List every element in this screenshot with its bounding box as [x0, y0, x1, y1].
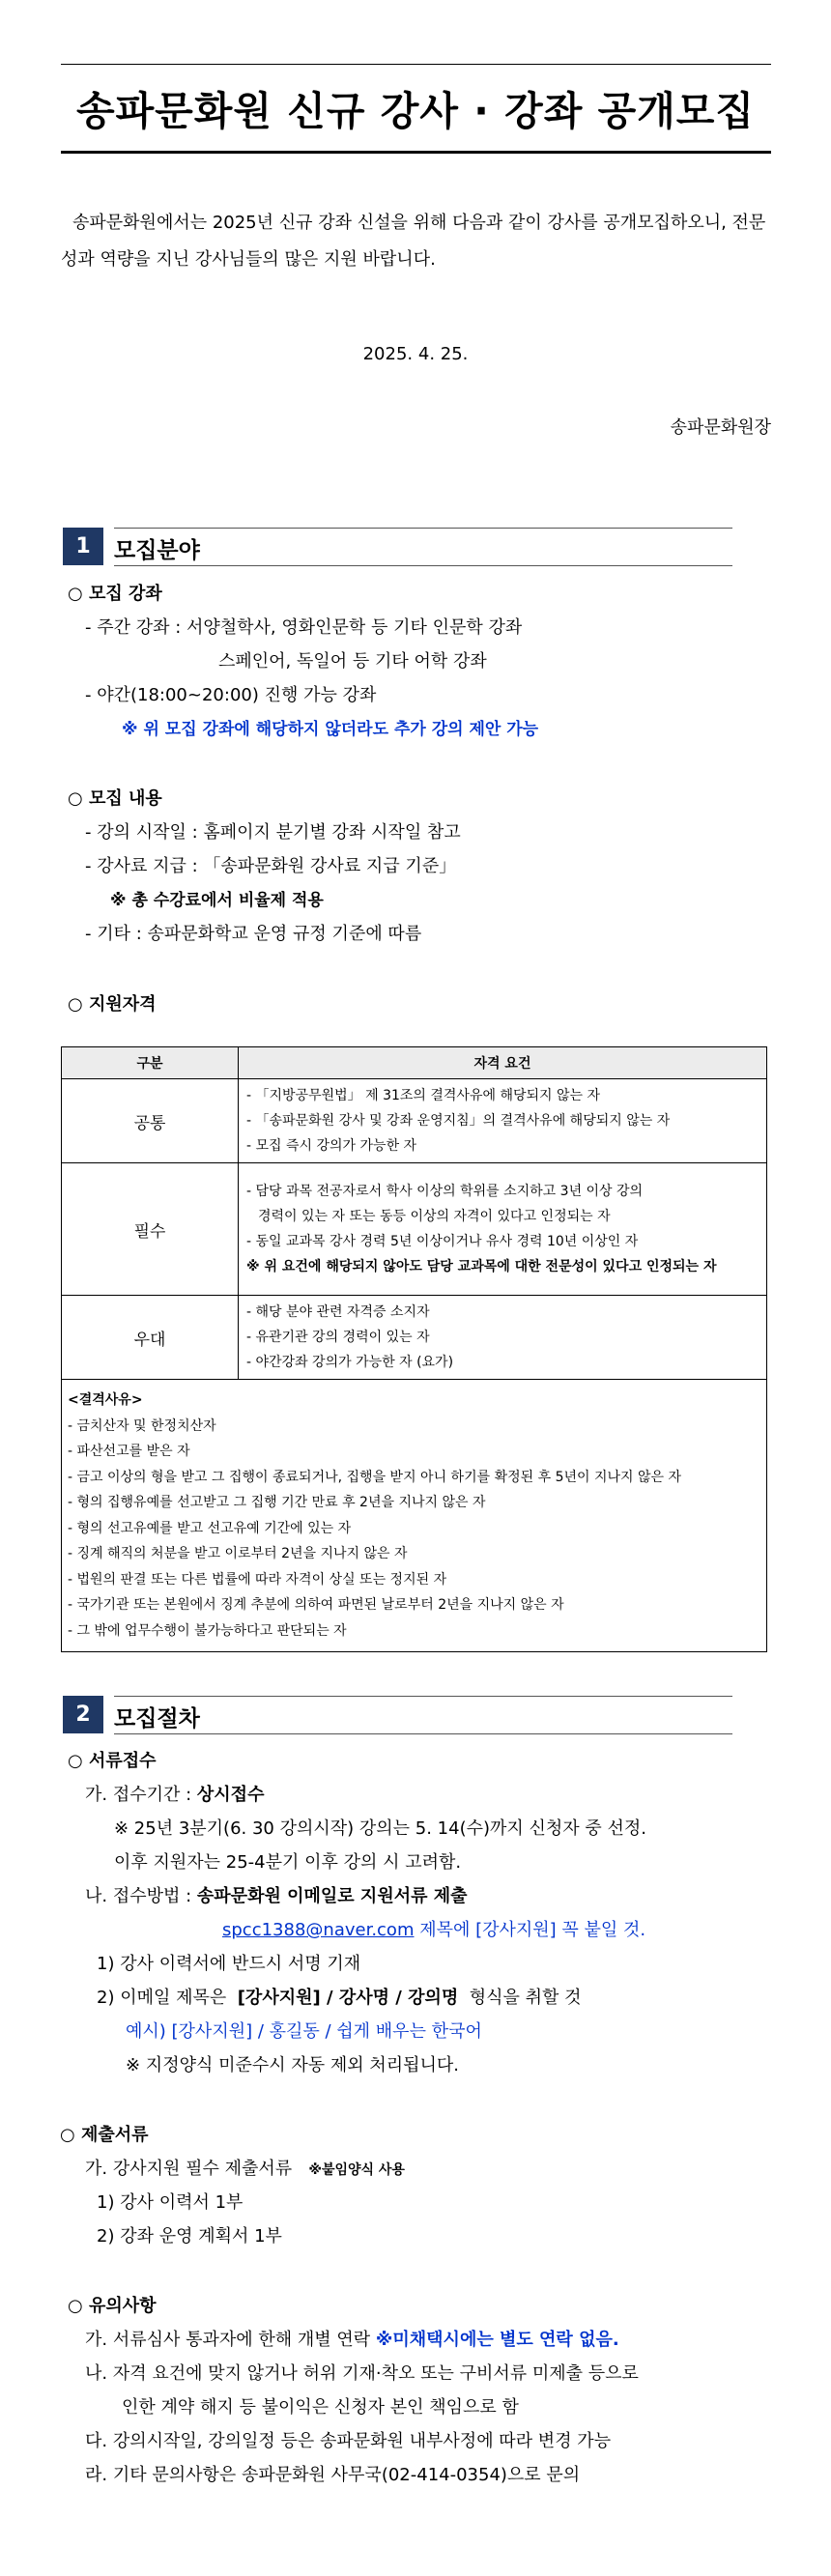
section2-number: 2 [63, 1696, 103, 1733]
caution-3: 다. 강의시작일, 강의일정 등은 송파문화원 내부사정에 따라 변경 가능 [85, 2431, 612, 2451]
table-row-required [62, 1163, 767, 1296]
table-row-common [62, 1079, 767, 1163]
row-item: - 유관기관 강의 경력이 있는 자 [246, 1330, 430, 1345]
submit-heading: ○ 제출서류 [60, 2125, 149, 2145]
table-row-disqualification [62, 1380, 767, 1652]
disq-item: - 그 밖에 업무수행이 불가능하다고 판단되는 자 [68, 1622, 347, 1639]
submit-item-2: 2) 강좌 운영 계획서 1부 [97, 2226, 282, 2247]
period-line: 가. 접수기간 : 상시접수 [85, 1785, 265, 1805]
row-item: - 야간강좌 강의가 가능한 자 (요가) [246, 1355, 454, 1370]
email-link[interactable]: spcc1388@naver.com [222, 1920, 415, 1940]
submit-item-1: 1) 강사 이력서 1부 [97, 2192, 244, 2213]
field-line-2: 스페인어, 독일어 등 기타 어학 강좌 [218, 651, 487, 672]
row-item: - 「지방공무원법」 제 31조의 결격사유에 해당되지 않는 자 [246, 1088, 601, 1103]
step-1: 1) 강사 이력서에 반드시 서명 기재 [97, 1954, 361, 1974]
email-line [222, 1916, 645, 1941]
row-item: - 담당 과목 전공자로서 학사 이상의 학위를 소지하고 3년 이상 강의 [246, 1184, 644, 1199]
qual-heading: ○ 지원자격 [68, 994, 157, 1015]
table-row-preferred [62, 1296, 767, 1380]
field-note: ※ 위 모집 강좌에 해당하지 않더라도 추가 강의 제안 가능 [122, 720, 539, 739]
section1-title: 모집분야 [114, 538, 200, 563]
submit-line: 가. 강사지원 필수 제출서류 ※붙임양식 사용 [85, 2159, 405, 2179]
signature: 송파문화원장 [670, 417, 771, 438]
section1-number: 1 [63, 528, 103, 565]
disq-item: - 형의 집행유예를 선고받고 그 집행 기간 만료 후 2년을 지나지 않은 자 [68, 1495, 486, 1510]
period-note-2: 이후 지원자는 25-4분기 이후 강의 시 고려함. [114, 1852, 462, 1873]
intro-paragraph: 송파문화원에서는 2025년 신규 강좌 신설을 위해 다음과 같이 강사를 공개모집하오니, 전문성과 역량을 지닌 강사님들의 많은 지원 바랍니다. [61, 213, 766, 270]
email-suffix: 제목에 [강사지원] 꼭 붙일 것. [414, 1920, 646, 1940]
disq-item: - 파산선고를 받은 자 [68, 1444, 190, 1459]
caution-heading: ○ 유의사항 [68, 2296, 157, 2316]
caution-2a: 나. 자격 요건에 맞지 않거나 허위 기재·착오 또는 구비서류 미제출 등으로 [85, 2363, 639, 2384]
section1-bottom-line [114, 565, 732, 566]
content-heading: ○ 모집 내용 [68, 788, 162, 809]
caution-4: 라. 기타 문의사항은 송파문화원 사무국(02-414-0354)으로 문의 [85, 2465, 581, 2485]
row-category: 필수 [62, 1163, 239, 1296]
disq-item: - 국가기관 또는 본원에서 징계 추분에 의하여 파면된 날로부터 2년을 지나지 않은 자 [68, 1597, 564, 1613]
period-note-1: ※ 25년 3분기(6. 30 강의시작) 강의는 5. 14(수)까지 신청자 중 선정. [114, 1818, 646, 1839]
caution-2b: 인한 계약 해지 등 불이익은 신청자 본인 책임으로 함 [122, 2397, 519, 2418]
disq-title: <결격사유> [68, 1392, 143, 1408]
format-note: ※ 지정양식 미준수시 자동 제외 처리됩니다. [126, 2055, 460, 2075]
section2-title: 모집절차 [114, 1706, 200, 1732]
content-line-1: - 강의 시작일 : 홈페이지 분기별 강좌 시작일 참고 [85, 822, 461, 843]
period-value: 상시접수 [196, 1785, 265, 1805]
caution-1-note: ※미채택시에는 별도 연락 없음. [375, 2330, 619, 2350]
section1-top-line [114, 528, 732, 529]
row-item: - 해당 분야 관련 자격증 소지자 [246, 1304, 430, 1320]
row-note: ※ 위 요건에 해당되지 않아도 담당 교과목에 대한 전문성이 있다고 인정되는 자 [246, 1259, 717, 1274]
step-2: 2) 이메일 제목은 [강사지원] / 강사명 / 강의명 형식을 취할 것 [97, 1988, 582, 2008]
step-2-format: [강사지원] / 강사명 / 강의명 [237, 1988, 459, 2008]
row-item: 경력이 있는 자 또는 동등 이상의 자격이 있다고 인정되는 자 [258, 1209, 611, 1224]
disq-item: - 금치산자 및 한정치산자 [68, 1417, 216, 1434]
title-rule [61, 151, 771, 154]
qualification-table [61, 1046, 767, 1652]
section2-bottom-line [114, 1733, 732, 1734]
row-item: - 모집 즉시 강의가 가능한 자 [246, 1138, 417, 1154]
field-heading: ○ 모집 강좌 [68, 584, 162, 604]
content-line-2: - 강사료 지급 : 「송파문화원 강사료 지급 기준」 [85, 856, 457, 876]
page-title: 송파문화원 신규 강사 · 강좌 공개모집 [75, 88, 756, 134]
caution-1: 가. 서류심사 통과자에 한해 개별 연락 ※미채택시에는 별도 연락 없음. [85, 2330, 619, 2350]
table-header-category: 구분 [62, 1047, 239, 1079]
method-value: 송파문화원 이메일로 지원서류 제출 [196, 1886, 468, 1906]
section2-top-line [114, 1696, 732, 1697]
table-header-requirement: 자격 요건 [239, 1047, 767, 1079]
row-item: - 동일 교과목 강사 경력 5년 이상이거나 유사 경력 10년 이상인 자 [246, 1234, 639, 1249]
example-line: 예시) [강사지원] / 홍길동 / 쉽게 배우는 한국어 [126, 2021, 482, 2042]
row-item: - 「송파문화원 강사 및 강좌 운영지침」의 결격사유에 해당되지 않는 자 [246, 1113, 671, 1129]
doc-heading: ○ 서류접수 [68, 1751, 157, 1771]
field-line-1: - 주간 강좌 : 서양철학사, 영화인문학 등 기타 인문학 강좌 [85, 617, 523, 638]
disq-item: - 형의 선고유예를 받고 선고유예 기간에 있는 자 [68, 1520, 352, 1536]
row-category: 우대 [62, 1296, 239, 1380]
disq-item: - 금고 이상의 형을 받고 그 집행이 종료되거나, 집행을 받지 아니 하기를 확정된 후 5년이 지나지 않은 자 [68, 1469, 682, 1485]
disq-item: - 징계 해직의 처분을 받고 이로부터 2년을 지나지 않은 자 [68, 1546, 408, 1561]
content-line-3: - 기타 : 송파문화학교 운영 규정 기준에 따름 [85, 924, 422, 944]
top-rule [61, 64, 771, 65]
notice-date: 2025. 4. 25. [362, 344, 469, 364]
submit-note: ※붙임양식 사용 [308, 2162, 405, 2178]
row-category: 공통 [62, 1079, 239, 1163]
content-note: ※ 총 수강료에서 비율제 적용 [110, 891, 324, 910]
field-line-3: - 야간(18:00~20:00) 진행 가능 강좌 [85, 685, 377, 705]
method-line: 나. 접수방법 : 송파문화원 이메일로 지원서류 제출 [85, 1886, 468, 1906]
disq-item: - 법원의 판결 또는 다른 법률에 따라 자격이 상실 또는 정지된 자 [68, 1571, 447, 1588]
